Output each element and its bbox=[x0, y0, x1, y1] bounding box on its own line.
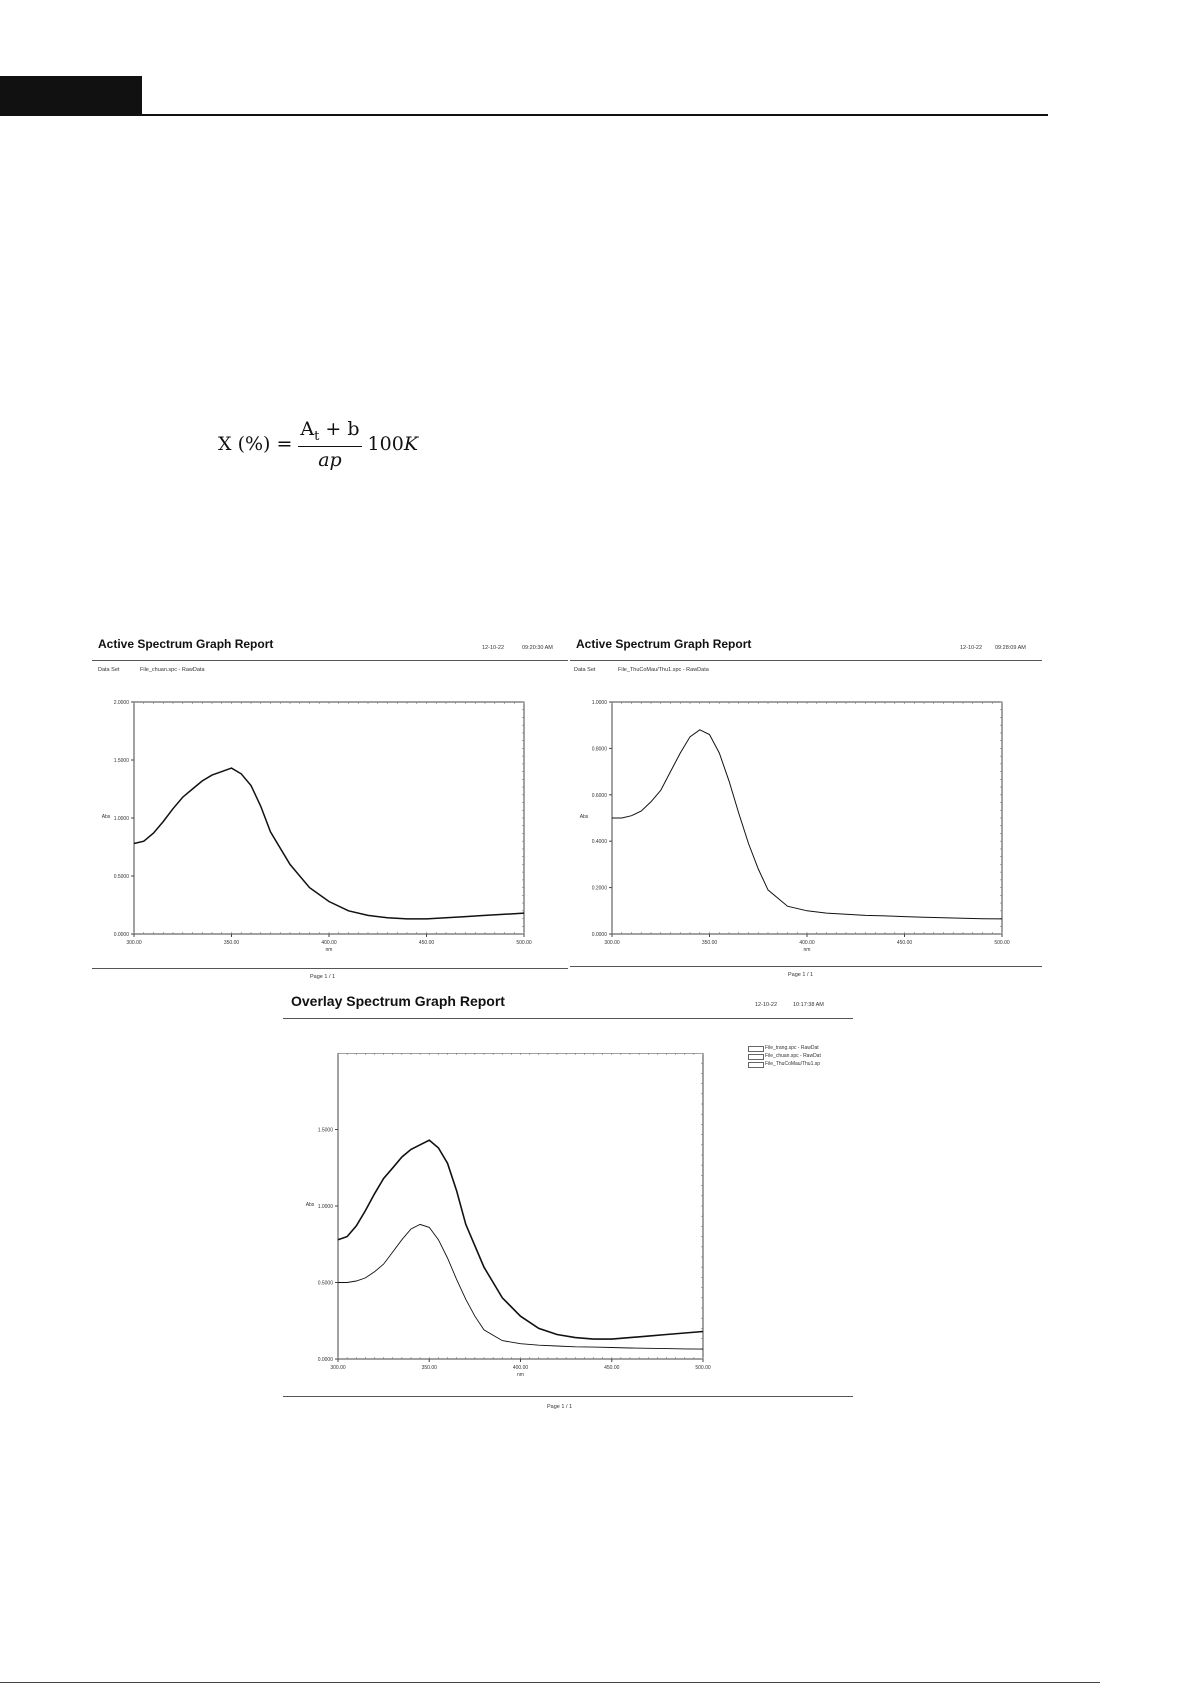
report-1 bbox=[92, 632, 568, 980]
formula-num-a: A bbox=[300, 418, 315, 440]
y-tick-label: 0.0000 bbox=[317, 1357, 333, 1363]
footer-rule bbox=[570, 966, 1042, 967]
report-footer: Page 1 / 1 bbox=[547, 1404, 573, 1410]
formula-numerator bbox=[298, 418, 361, 447]
title-rule bbox=[92, 660, 568, 661]
x-tick-label: 500.00 bbox=[695, 1365, 711, 1371]
x-tick-label: 350.00 bbox=[421, 1365, 437, 1371]
title-rule bbox=[283, 1018, 853, 1019]
y-axis-label: Abs bbox=[579, 814, 589, 820]
report-2 bbox=[570, 632, 1042, 977]
title-rule bbox=[570, 660, 1042, 661]
y-axis-label: Abs bbox=[305, 1202, 315, 1208]
footer-rule bbox=[92, 968, 568, 969]
x-axis-label: nm bbox=[517, 1372, 524, 1378]
x-tick-label: 400.00 bbox=[799, 940, 815, 946]
plot-frame bbox=[612, 702, 1002, 934]
report-time: 09:28:09 AM bbox=[995, 645, 1026, 651]
spectrum-chart-1 bbox=[92, 692, 532, 952]
y-tick-label: 0.5000 bbox=[317, 1280, 333, 1287]
overlay-spectrum-chart bbox=[283, 1053, 713, 1383]
legend-label-1: File_trang.spc - RawDat bbox=[765, 1045, 819, 1051]
formula-num-rest: + b bbox=[319, 418, 360, 440]
x-tick-label: 450.00 bbox=[896, 940, 913, 946]
series-line bbox=[134, 768, 524, 919]
report-title: Overlay Spectrum Graph Report bbox=[291, 993, 505, 1009]
formula-denominator: ap bbox=[318, 448, 342, 471]
formula-fraction bbox=[298, 418, 361, 471]
x-tick-label: 350.00 bbox=[223, 940, 240, 946]
dataset-value: File_chuan.spc - RawData bbox=[140, 667, 205, 673]
formula-num-sub: t bbox=[314, 428, 320, 444]
report-title: Active Spectrum Graph Report bbox=[98, 637, 274, 651]
x-tick-label: 300.00 bbox=[126, 940, 142, 946]
report-footer: Page 1 / 1 bbox=[310, 974, 336, 980]
report-time: 10:17:38 AM bbox=[793, 1002, 824, 1008]
header-tab bbox=[0, 76, 142, 116]
x-axis-label: nm bbox=[325, 947, 333, 952]
report-title: Active Spectrum Graph Report bbox=[576, 637, 752, 651]
plot-frame bbox=[134, 702, 524, 934]
x-tick-label: 450.00 bbox=[604, 1365, 620, 1371]
spectrum-chart-2 bbox=[570, 692, 1010, 952]
x-tick-label: 500.00 bbox=[516, 940, 532, 946]
report-footer: Page 1 / 1 bbox=[788, 972, 814, 978]
series-line bbox=[338, 1140, 703, 1339]
y-tick-label: 0.0000 bbox=[113, 932, 129, 938]
y-tick-label: 0.6000 bbox=[591, 792, 607, 799]
formula-lhs: X (%) = bbox=[218, 433, 293, 456]
x-tick-label: 300.00 bbox=[604, 940, 620, 946]
y-tick-label: 0.4000 bbox=[591, 839, 607, 846]
series-line bbox=[338, 1224, 703, 1349]
legend-label-3: File_ThuCoMau/Thu1.sp bbox=[765, 1061, 821, 1067]
formula bbox=[218, 418, 418, 471]
legend-label-2: File_chuan.spc - RawDat bbox=[765, 1053, 821, 1059]
y-tick-label: 0.5000 bbox=[113, 874, 129, 880]
report-date: 12-10-22 bbox=[960, 645, 983, 651]
x-tick-label: 350.00 bbox=[701, 940, 718, 946]
plot-frame bbox=[338, 1053, 703, 1359]
y-tick-label: 1.5000 bbox=[317, 1127, 333, 1134]
x-tick-label: 400.00 bbox=[512, 1365, 529, 1371]
series-line bbox=[612, 730, 1002, 919]
report-time: 09:20:30 AM bbox=[522, 645, 553, 651]
dataset-value: File_ThuCoMau/Thu1.spc - RawData bbox=[618, 667, 709, 673]
bottom-rule bbox=[0, 1682, 1100, 1683]
x-tick-label: 300.00 bbox=[330, 1365, 346, 1371]
dataset-label: Data Set bbox=[98, 667, 120, 673]
dataset-label: Data Set bbox=[574, 667, 596, 673]
x-tick-label: 450.00 bbox=[418, 940, 435, 946]
formula-k: K bbox=[403, 433, 419, 456]
x-tick-label: 400.00 bbox=[321, 940, 337, 946]
x-tick-label: 500.00 bbox=[994, 940, 1010, 946]
y-tick-label: 1.0000 bbox=[591, 700, 607, 706]
header-rule bbox=[142, 114, 1048, 116]
report-3 bbox=[283, 988, 853, 1418]
y-tick-label: 1.0000 bbox=[113, 816, 129, 822]
y-tick-label: 1.0000 bbox=[317, 1204, 333, 1210]
report-date: 12-10-22 bbox=[755, 1002, 778, 1008]
report-date: 12-10-22 bbox=[482, 645, 505, 651]
legend-swatch-1 bbox=[748, 1046, 764, 1052]
y-tick-label: 0.2000 bbox=[591, 885, 607, 892]
y-axis-label: Abs bbox=[101, 814, 111, 820]
legend-swatch-3 bbox=[748, 1062, 764, 1068]
formula-factor: 100 bbox=[367, 433, 404, 456]
y-tick-label: 0.0000 bbox=[591, 932, 607, 938]
footer-rule bbox=[283, 1396, 853, 1397]
y-tick-label: 0.8000 bbox=[591, 746, 607, 753]
y-tick-label: 2.0000 bbox=[113, 700, 129, 706]
y-tick-label: 1.5000 bbox=[113, 758, 129, 764]
legend-swatch-2 bbox=[748, 1054, 764, 1060]
x-axis-label: nm bbox=[803, 947, 811, 952]
